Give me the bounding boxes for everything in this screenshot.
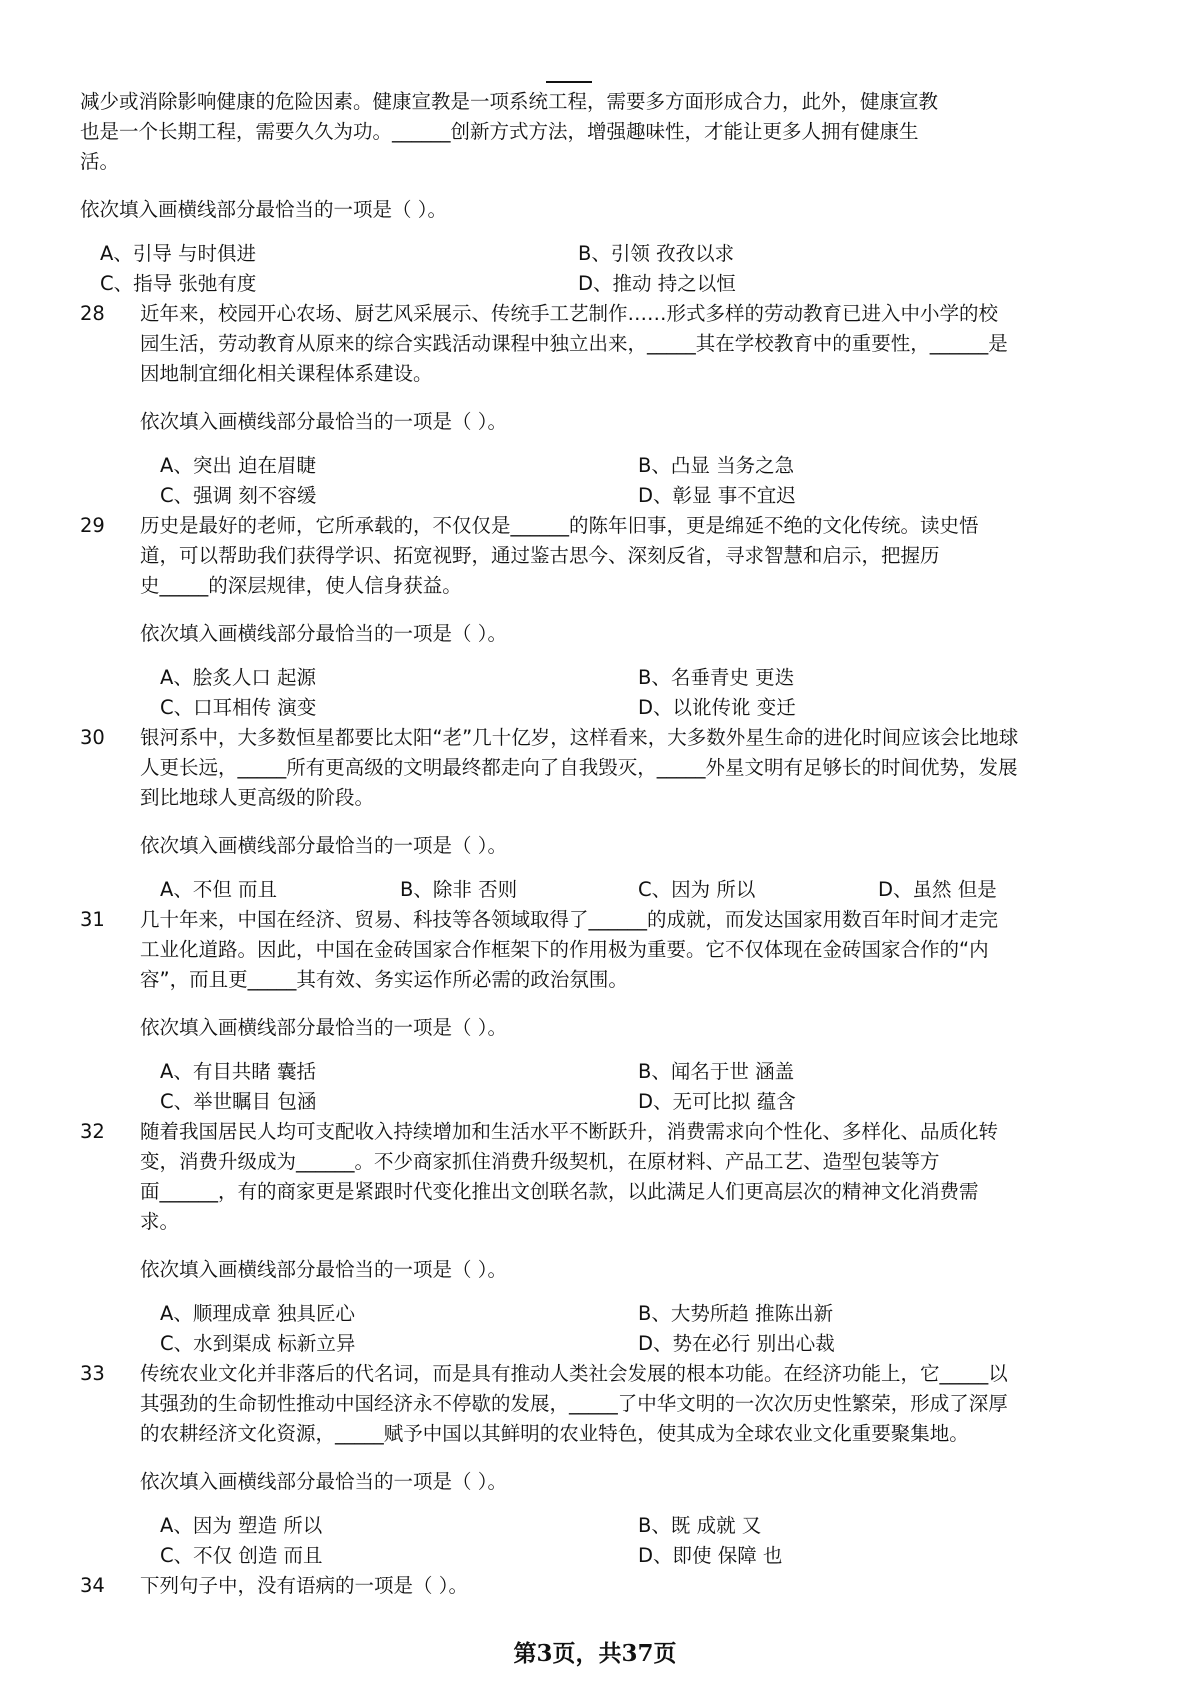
text-line: 减少或消除影响健康的危险因素。健康宣教是一项系统工程，需要多方面形成合力，此外，健康宣教: [80, 90, 939, 113]
option-c: C、举世瞩目 包涵: [160, 1090, 317, 1113]
text-line: 人更长远，_____所有更高级的文明最终都走向了自我毁灭，_____外星文明有足够长的时间优势，发展: [140, 756, 1018, 779]
question-number: 28: [80, 302, 105, 325]
option-a: A、有目共睹 囊括: [160, 1060, 317, 1083]
option-d: D、势在必行 别出心裁: [638, 1332, 835, 1355]
question-number: 33: [80, 1362, 105, 1385]
text-line: 近年来，校园开心农场、厨艺风采展示、传统手工艺制作……形式多样的劳动教育已进入中小学的校: [140, 302, 999, 325]
text-line: 容”，而且更_____其有效、务实运作所必需的政治氛围。: [140, 968, 628, 991]
text-line: 因地制宜细化相关课程体系建设。: [140, 362, 433, 385]
option-b: B、大势所趋 推陈出新: [638, 1302, 834, 1325]
question-stem: [140, 1359, 1008, 1449]
question-stem: [140, 299, 1008, 389]
option-c: C、水到渠成 标新立异: [160, 1332, 356, 1355]
option-b: B、引领 孜孜以求: [578, 242, 735, 265]
question-stem: [140, 1571, 468, 1601]
option-a: A、突出 迫在眉睫: [160, 454, 317, 477]
question-stem: [140, 1117, 998, 1237]
option-d: D、彰显 事不宜迟: [638, 484, 796, 507]
option-a: A、因为 塑造 所以: [160, 1514, 323, 1537]
option-a: A、不但 而且: [160, 878, 278, 901]
question-number: 29: [80, 514, 105, 537]
question-prompt: 依次填入画横线部分最恰当的一项是（ ）。: [140, 622, 507, 645]
text-line: 几十年来，中国在经济、贸易、科技等各领域取得了______的成就，而发达国家用数百年时间才走完: [140, 908, 999, 931]
text-line: 传统农业文化并非落后的代名词，而是具有推动人类社会发展的根本功能。在经济功能上，它_____以: [140, 1362, 1008, 1385]
option-b: B、闻名于世 涵盖: [638, 1060, 795, 1083]
text-line: 银河系中，大多数恒星都要比太阳“老”几十亿岁，这样看来，大多数外星生命的进化时间应该会比地球: [140, 726, 1019, 749]
option-d: D、无可比拟 蕴含: [638, 1090, 796, 1113]
option-a: A、顺理成章 独具匠心: [160, 1302, 356, 1325]
text-line: 变，消费升级成为______。不少商家抓住消费升级契机，在原材料、产品工艺、造型包装等方: [140, 1150, 940, 1173]
question-number: 30: [80, 726, 105, 749]
text-line: 下列句子中，没有语病的一项是（ ）。: [140, 1574, 468, 1597]
question-number: 34: [80, 1574, 105, 1597]
text-line: 园生活，劳动教育从原来的综合实践活动课程中独立出来，_____其在学校教育中的重要性，______是: [140, 332, 1008, 355]
text-line: 工业化道路。因此，中国在金砖国家合作框架下的作用极为重要。它不仅体现在金砖国家合作的“内: [140, 938, 989, 961]
option-a: A、脍炙人口 起源: [160, 666, 317, 689]
option-c: C、不仅 创造 而且: [160, 1544, 323, 1567]
option-b: B、凸显 当务之急: [638, 454, 795, 477]
text-line: 活。: [80, 150, 120, 173]
question-number: 31: [80, 908, 105, 931]
text-line: 史_____的深层规律，使人信身获益。: [140, 574, 462, 597]
option-d: D、以讹传讹 变迁: [638, 696, 796, 719]
text-line: 道，可以帮助我们获得学识、拓宽视野，通过鉴古思今、深刻反省，寻求智慧和启示，把握历: [140, 544, 940, 567]
option-b: B、除非 否则: [400, 878, 518, 901]
question-prompt: 依次填入画横线部分最恰当的一项是（ ）。: [140, 834, 507, 857]
option-d: D、虽然 但是: [878, 878, 997, 901]
top-rule: [546, 81, 592, 83]
question-stem: [140, 723, 1018, 813]
question-prompt: 依次填入画横线部分最恰当的一项是（ ）。: [140, 410, 507, 433]
option-c: C、指导 张弛有度: [100, 272, 257, 295]
text-line: 的农耕经济文化资源，_____赋予中国以其鲜明的农业特色，使其成为全球农业文化重要聚集地。: [140, 1422, 969, 1445]
option-a: A、引导 与时俱进: [100, 242, 257, 265]
text-line: 其强劲的生命韧性推动中国经济永不停歇的发展，_____了中华文明的一次次历史性繁荣，形成了深厚: [140, 1392, 1008, 1415]
question-number: 32: [80, 1120, 105, 1143]
text-line: 随着我国居民人均可支配收入持续增加和生活水平不断跃升，消费需求向个性化、多样化、品质化转: [140, 1120, 999, 1143]
option-c: C、强调 刻不容缓: [160, 484, 317, 507]
option-c: C、口耳相传 演变: [160, 696, 317, 719]
text-line: 也是一个长期工程，需要久久为功。______创新方式方法，增强趣味性，才能让更多人拥有健康生: [80, 120, 919, 143]
text-line: 求。: [140, 1210, 180, 1233]
text-line: 面______，有的商家更是紧跟时代变化推出文创联名款，以此满足人们更高层次的精神文化消费需: [140, 1180, 979, 1203]
question-prompt: 依次填入画横线部分最恰当的一项是（ ）。: [140, 1258, 507, 1281]
question-prompt: 依次填入画横线部分最恰当的一项是（ ）。: [140, 1016, 507, 1039]
text-line: 到比地球人更高级的阶段。: [140, 786, 375, 809]
question-stem: [140, 511, 979, 601]
question-stem: [140, 905, 998, 995]
question-prompt: 依次填入画横线部分最恰当的一项是（ ）。: [80, 198, 447, 221]
text-line: 历史是最好的老师，它所承载的，不仅仅是______的陈年旧事，更是绵延不绝的文化传统。读史悟: [140, 514, 979, 537]
option-b: B、名垂青史 更迭: [638, 666, 795, 689]
option-d: D、推动 持之以恒: [578, 272, 736, 295]
option-d: D、即使 保障 也: [638, 1544, 783, 1567]
option-b: B、既 成就 又: [638, 1514, 762, 1537]
intro-paragraph: [80, 87, 938, 177]
question-prompt: 依次填入画横线部分最恰当的一项是（ ）。: [140, 1470, 507, 1493]
page-footer: 第3页，共37页: [513, 1640, 677, 1667]
option-c: C、因为 所以: [638, 878, 756, 901]
